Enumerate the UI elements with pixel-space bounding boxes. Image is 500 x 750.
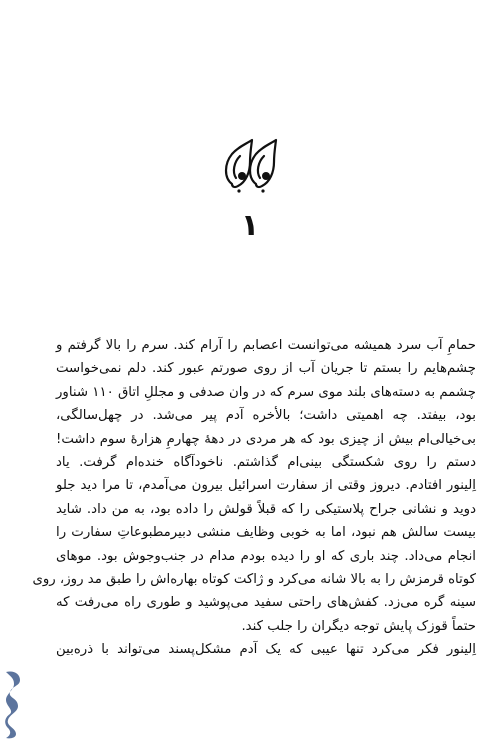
- text-line: چشمم به دسته‌های بلند موی سرم که در وان صدفی و مجللِ اتاق ۱۱۰ شناور: [56, 384, 476, 400]
- text-line: حمامِ آب سرد همیشه می‌توانست اعصابم را آرام کند. سرم را بالا گرفتم و: [56, 338, 476, 353]
- chapter-number: ۱: [240, 208, 260, 243]
- text-line: بود، بیفتد. چه اهمیتی داشت؛ بالأخره آدم پیر می‌شد. در چهل‌سالگی،: [56, 408, 476, 424]
- text-line: حتماً قوزک پایش توجه دیگران را جلب کند.: [241, 618, 476, 634]
- paragraph-2: [32, 451, 476, 638]
- chapter-ornament-icon: [222, 138, 284, 194]
- text-line: انجام می‌داد. چند باری که او را دیده بودم مدام در جنب‌وجوش بود. موهای: [56, 548, 476, 564]
- text-line: اِلینور افتادم. دیروز وقتی از سفارت اسرائیل بیرون می‌آمدم، تا مرا دید جلو: [56, 478, 476, 494]
- publisher-logo-icon: [2, 668, 24, 740]
- text-line: سینه گره می‌زد. کفش‌های راحتی سفید می‌پوشید و طوری راه می‌رفت که: [56, 595, 476, 611]
- text-line: بیست سالش هم نبود، اما به خوبی وظایف منشی دبیرمطبوعاتِ سفارت را: [56, 525, 476, 541]
- text-line: دوید و نشانی جراح پلاستیکی را که قبلاً قولش را داده بود، به من داد. شاید: [56, 501, 476, 517]
- text-line: کوتاه قرمزش را به بالا شانه می‌کرد و ژاکت کوتاه بهاره‌اش را طبق مد روز، روی: [32, 571, 476, 587]
- chapter-body: [32, 334, 476, 661]
- paragraph-1: [56, 334, 476, 451]
- text-line: اِلینور فکر می‌کرد تنها عیبی که یک آدم مشکل‌پسند می‌تواند با ذره‌بین: [56, 642, 476, 658]
- text-line: دستم را روی شکستگی بینی‌ام گذاشتم. ناخودآگاه خنده‌ام گرفت. یاد: [56, 454, 476, 470]
- text-line: بی‌خیالی‌ام بیش از چیزی بود که هر مردی در دههٔ چهارمِ هزارهٔ سوم داشت!: [56, 431, 476, 447]
- text-line: چشم‌هایم را بستم تا جریان آب از روی صورتم عبور کند. دلم نمی‌خواست: [56, 361, 476, 377]
- paragraph-3: [56, 638, 476, 661]
